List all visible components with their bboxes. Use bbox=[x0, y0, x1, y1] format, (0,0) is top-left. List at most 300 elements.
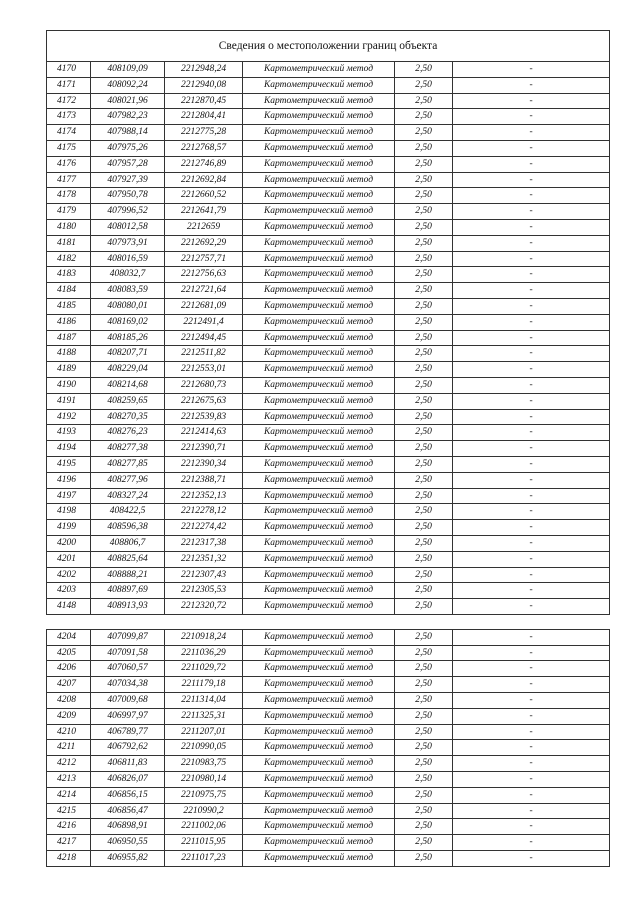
point-number: 4214 bbox=[47, 787, 91, 803]
coordinate-y: 2212721,64 bbox=[165, 283, 243, 299]
coordinate-x: 408327,24 bbox=[91, 488, 165, 504]
precision: 2,50 bbox=[395, 599, 453, 615]
description: - bbox=[453, 235, 610, 251]
precision: 2,50 bbox=[395, 535, 453, 551]
method: Картометрический метод bbox=[243, 204, 395, 220]
precision: 2,50 bbox=[395, 140, 453, 156]
description: - bbox=[453, 251, 610, 267]
table-row bbox=[47, 93, 610, 109]
coordinate-x: 408806,7 bbox=[91, 535, 165, 551]
coordinate-x: 408214,68 bbox=[91, 377, 165, 393]
point-number: 4209 bbox=[47, 708, 91, 724]
coordinate-y: 2212692,84 bbox=[165, 172, 243, 188]
method: Картометрический метод bbox=[243, 156, 395, 172]
table-row bbox=[47, 156, 610, 172]
coordinate-x: 408277,85 bbox=[91, 456, 165, 472]
precision: 2,50 bbox=[395, 740, 453, 756]
point-number: 4199 bbox=[47, 520, 91, 536]
precision: 2,50 bbox=[395, 298, 453, 314]
precision: 2,50 bbox=[395, 772, 453, 788]
coordinate-x: 408083,59 bbox=[91, 283, 165, 299]
point-number: 4189 bbox=[47, 362, 91, 378]
method: Картометрический метод bbox=[243, 235, 395, 251]
method: Картометрический метод bbox=[243, 851, 395, 867]
coordinate-x: 408277,38 bbox=[91, 441, 165, 457]
table-row bbox=[47, 661, 610, 677]
boundary-coordinates-table bbox=[46, 30, 610, 867]
table-row bbox=[47, 724, 610, 740]
description: - bbox=[453, 787, 610, 803]
description: - bbox=[453, 283, 610, 299]
precision: 2,50 bbox=[395, 93, 453, 109]
coordinate-y: 2210990,05 bbox=[165, 740, 243, 756]
precision: 2,50 bbox=[395, 661, 453, 677]
description: - bbox=[453, 851, 610, 867]
coordinate-y: 2211017,23 bbox=[165, 851, 243, 867]
point-number: 4194 bbox=[47, 441, 91, 457]
coordinate-y: 2211036,29 bbox=[165, 645, 243, 661]
coordinate-y: 2212539,83 bbox=[165, 409, 243, 425]
precision: 2,50 bbox=[395, 219, 453, 235]
coordinate-y: 2212948,24 bbox=[165, 62, 243, 78]
point-number: 4211 bbox=[47, 740, 91, 756]
description: - bbox=[453, 377, 610, 393]
precision: 2,50 bbox=[395, 283, 453, 299]
description: - bbox=[453, 93, 610, 109]
method: Картометрический метод bbox=[243, 456, 395, 472]
coordinate-x: 408825,64 bbox=[91, 551, 165, 567]
coordinate-x: 406898,91 bbox=[91, 819, 165, 835]
coordinate-y: 2212757,71 bbox=[165, 251, 243, 267]
point-number: 4174 bbox=[47, 125, 91, 141]
coordinate-x: 408185,26 bbox=[91, 330, 165, 346]
coordinate-x: 407927,39 bbox=[91, 172, 165, 188]
point-number: 4201 bbox=[47, 551, 91, 567]
point-number: 4176 bbox=[47, 156, 91, 172]
method: Картометрический метод bbox=[243, 172, 395, 188]
method: Картометрический метод bbox=[243, 314, 395, 330]
precision: 2,50 bbox=[395, 724, 453, 740]
precision: 2,50 bbox=[395, 835, 453, 851]
precision: 2,50 bbox=[395, 346, 453, 362]
precision: 2,50 bbox=[395, 567, 453, 583]
coordinate-x: 407975,26 bbox=[91, 140, 165, 156]
point-number: 4213 bbox=[47, 772, 91, 788]
coordinate-y: 2211015,95 bbox=[165, 835, 243, 851]
coordinate-x: 407996,52 bbox=[91, 204, 165, 220]
description: - bbox=[453, 567, 610, 583]
table-title: Сведения о местоположении границ объекта bbox=[47, 31, 610, 62]
method: Картометрический метод bbox=[243, 62, 395, 78]
method: Картометрический метод bbox=[243, 803, 395, 819]
coordinate-y: 2211029,72 bbox=[165, 661, 243, 677]
precision: 2,50 bbox=[395, 645, 453, 661]
method: Картометрический метод bbox=[243, 772, 395, 788]
method: Картометрический метод bbox=[243, 77, 395, 93]
coordinate-y: 2212320,72 bbox=[165, 599, 243, 615]
table-row bbox=[47, 803, 610, 819]
method: Картометрический метод bbox=[243, 188, 395, 204]
description: - bbox=[453, 551, 610, 567]
precision: 2,50 bbox=[395, 441, 453, 457]
precision: 2,50 bbox=[395, 708, 453, 724]
point-number: 4210 bbox=[47, 724, 91, 740]
table-row bbox=[47, 472, 610, 488]
table-row bbox=[47, 835, 610, 851]
coordinate-x: 408888,21 bbox=[91, 567, 165, 583]
description: - bbox=[453, 583, 610, 599]
coordinate-x: 408012,58 bbox=[91, 219, 165, 235]
description: - bbox=[453, 772, 610, 788]
description: - bbox=[453, 520, 610, 536]
method: Картометрический метод bbox=[243, 583, 395, 599]
table-row bbox=[47, 283, 610, 299]
coordinate-x: 406789,77 bbox=[91, 724, 165, 740]
coordinate-y: 2212388,71 bbox=[165, 472, 243, 488]
description: - bbox=[453, 156, 610, 172]
point-number: 4175 bbox=[47, 140, 91, 156]
coordinate-x: 408277,96 bbox=[91, 472, 165, 488]
point-number: 4182 bbox=[47, 251, 91, 267]
point-number: 4208 bbox=[47, 693, 91, 709]
coordinate-y: 2212305,53 bbox=[165, 583, 243, 599]
point-number: 4212 bbox=[47, 756, 91, 772]
description: - bbox=[453, 819, 610, 835]
point-number: 4192 bbox=[47, 409, 91, 425]
description: - bbox=[453, 456, 610, 472]
point-number: 4183 bbox=[47, 267, 91, 283]
table-row bbox=[47, 740, 610, 756]
table-row bbox=[47, 346, 610, 362]
method: Картометрический метод bbox=[243, 140, 395, 156]
table-row bbox=[47, 77, 610, 93]
coordinate-y: 2212692,29 bbox=[165, 235, 243, 251]
description: - bbox=[453, 488, 610, 504]
coordinate-y: 2212491,4 bbox=[165, 314, 243, 330]
document-page bbox=[46, 30, 609, 867]
precision: 2,50 bbox=[395, 204, 453, 220]
precision: 2,50 bbox=[395, 109, 453, 125]
point-number: 4196 bbox=[47, 472, 91, 488]
method: Картометрический метод bbox=[243, 472, 395, 488]
point-number: 4204 bbox=[47, 629, 91, 645]
coordinate-y: 2212775,28 bbox=[165, 125, 243, 141]
precision: 2,50 bbox=[395, 77, 453, 93]
point-number: 4207 bbox=[47, 677, 91, 693]
method: Картометрический метод bbox=[243, 599, 395, 615]
coordinate-y: 2212804,41 bbox=[165, 109, 243, 125]
point-number: 4197 bbox=[47, 488, 91, 504]
description: - bbox=[453, 172, 610, 188]
point-number: 4172 bbox=[47, 93, 91, 109]
table-row bbox=[47, 330, 610, 346]
method: Картометрический метод bbox=[243, 267, 395, 283]
table-row bbox=[47, 504, 610, 520]
coordinate-y: 2212675,63 bbox=[165, 393, 243, 409]
separator-cell bbox=[47, 614, 610, 629]
table-body bbox=[47, 31, 610, 867]
method: Картометрический метод bbox=[243, 629, 395, 645]
precision: 2,50 bbox=[395, 409, 453, 425]
precision: 2,50 bbox=[395, 456, 453, 472]
description: - bbox=[453, 219, 610, 235]
coordinate-x: 408021,96 bbox=[91, 93, 165, 109]
precision: 2,50 bbox=[395, 488, 453, 504]
point-number: 4171 bbox=[47, 77, 91, 93]
coordinate-x: 406811,83 bbox=[91, 756, 165, 772]
method: Картометрический метод bbox=[243, 298, 395, 314]
description: - bbox=[453, 267, 610, 283]
point-number: 4185 bbox=[47, 298, 91, 314]
coordinate-x: 406955,82 bbox=[91, 851, 165, 867]
method: Картометрический метод bbox=[243, 346, 395, 362]
table-row bbox=[47, 456, 610, 472]
coordinate-y: 2212641,79 bbox=[165, 204, 243, 220]
coordinate-y: 2212681,09 bbox=[165, 298, 243, 314]
coordinate-y: 2212494,45 bbox=[165, 330, 243, 346]
precision: 2,50 bbox=[395, 172, 453, 188]
coordinate-x: 408109,09 bbox=[91, 62, 165, 78]
coordinate-x: 407988,14 bbox=[91, 125, 165, 141]
point-number: 4180 bbox=[47, 219, 91, 235]
description: - bbox=[453, 362, 610, 378]
precision: 2,50 bbox=[395, 851, 453, 867]
coordinate-y: 2211314,04 bbox=[165, 693, 243, 709]
point-number: 4170 bbox=[47, 62, 91, 78]
coordinate-y: 2212870,45 bbox=[165, 93, 243, 109]
precision: 2,50 bbox=[395, 156, 453, 172]
precision: 2,50 bbox=[395, 693, 453, 709]
point-number: 4203 bbox=[47, 583, 91, 599]
precision: 2,50 bbox=[395, 677, 453, 693]
coordinate-y: 2212390,34 bbox=[165, 456, 243, 472]
coordinate-y: 2210983,75 bbox=[165, 756, 243, 772]
method: Картометрический метод bbox=[243, 251, 395, 267]
coordinate-y: 2212940,08 bbox=[165, 77, 243, 93]
point-number: 4195 bbox=[47, 456, 91, 472]
method: Картометрический метод bbox=[243, 488, 395, 504]
method: Картометрический метод bbox=[243, 393, 395, 409]
precision: 2,50 bbox=[395, 504, 453, 520]
coordinate-y: 2212680,73 bbox=[165, 377, 243, 393]
coordinate-x: 406792,62 bbox=[91, 740, 165, 756]
table-row bbox=[47, 693, 610, 709]
point-number: 4186 bbox=[47, 314, 91, 330]
precision: 2,50 bbox=[395, 787, 453, 803]
description: - bbox=[453, 441, 610, 457]
description: - bbox=[453, 803, 610, 819]
coordinate-y: 2212768,57 bbox=[165, 140, 243, 156]
description: - bbox=[453, 346, 610, 362]
table-row bbox=[47, 204, 610, 220]
method: Картометрический метод bbox=[243, 551, 395, 567]
point-number: 4184 bbox=[47, 283, 91, 299]
table-row bbox=[47, 677, 610, 693]
table-row bbox=[47, 520, 610, 536]
coordinate-x: 408032,7 bbox=[91, 267, 165, 283]
table-row bbox=[47, 377, 610, 393]
coordinate-x: 408259,65 bbox=[91, 393, 165, 409]
table-row bbox=[47, 125, 610, 141]
precision: 2,50 bbox=[395, 819, 453, 835]
method: Картометрический метод bbox=[243, 377, 395, 393]
coordinate-y: 2210990,2 bbox=[165, 803, 243, 819]
coordinate-x: 407973,91 bbox=[91, 235, 165, 251]
coordinate-y: 2212317,38 bbox=[165, 535, 243, 551]
point-number: 4191 bbox=[47, 393, 91, 409]
coordinate-x: 406856,15 bbox=[91, 787, 165, 803]
description: - bbox=[453, 677, 610, 693]
coordinate-y: 2212390,71 bbox=[165, 441, 243, 457]
method: Картометрический метод bbox=[243, 835, 395, 851]
precision: 2,50 bbox=[395, 377, 453, 393]
coordinate-y: 2210918,24 bbox=[165, 629, 243, 645]
point-number: 4205 bbox=[47, 645, 91, 661]
precision: 2,50 bbox=[395, 62, 453, 78]
description: - bbox=[453, 645, 610, 661]
precision: 2,50 bbox=[395, 235, 453, 251]
table-row bbox=[47, 314, 610, 330]
precision: 2,50 bbox=[395, 267, 453, 283]
precision: 2,50 bbox=[395, 472, 453, 488]
description: - bbox=[453, 708, 610, 724]
method: Картометрический метод bbox=[243, 724, 395, 740]
table-row bbox=[47, 819, 610, 835]
description: - bbox=[453, 140, 610, 156]
description: - bbox=[453, 314, 610, 330]
table-row bbox=[47, 599, 610, 615]
coordinate-x: 408092,24 bbox=[91, 77, 165, 93]
coordinate-x: 406856,47 bbox=[91, 803, 165, 819]
point-number: 4188 bbox=[47, 346, 91, 362]
coordinate-x: 408207,71 bbox=[91, 346, 165, 362]
table-row bbox=[47, 535, 610, 551]
method: Картометрический метод bbox=[243, 219, 395, 235]
description: - bbox=[453, 661, 610, 677]
coordinate-x: 406950,55 bbox=[91, 835, 165, 851]
coordinate-x: 408169,02 bbox=[91, 314, 165, 330]
point-number: 4187 bbox=[47, 330, 91, 346]
description: - bbox=[453, 535, 610, 551]
point-number: 4217 bbox=[47, 835, 91, 851]
coordinate-y: 2211325,31 bbox=[165, 708, 243, 724]
description: - bbox=[453, 835, 610, 851]
point-number: 4179 bbox=[47, 204, 91, 220]
point-number: 4148 bbox=[47, 599, 91, 615]
coordinate-x: 406997,97 bbox=[91, 708, 165, 724]
coordinate-y: 2212659 bbox=[165, 219, 243, 235]
point-number: 4193 bbox=[47, 425, 91, 441]
table-row bbox=[47, 551, 610, 567]
point-number: 4200 bbox=[47, 535, 91, 551]
method: Картометрический метод bbox=[243, 520, 395, 536]
description: - bbox=[453, 599, 610, 615]
description: - bbox=[453, 109, 610, 125]
method: Картометрический метод bbox=[243, 441, 395, 457]
coordinate-y: 2210980,14 bbox=[165, 772, 243, 788]
method: Картометрический метод bbox=[243, 109, 395, 125]
precision: 2,50 bbox=[395, 314, 453, 330]
description: - bbox=[453, 77, 610, 93]
table-row bbox=[47, 851, 610, 867]
method: Картометрический метод bbox=[243, 677, 395, 693]
coordinate-y: 2212511,82 bbox=[165, 346, 243, 362]
table-row bbox=[47, 645, 610, 661]
point-number: 4178 bbox=[47, 188, 91, 204]
coordinate-x: 408913,93 bbox=[91, 599, 165, 615]
method: Картометрический метод bbox=[243, 661, 395, 677]
table-row bbox=[47, 219, 610, 235]
table-row bbox=[47, 109, 610, 125]
method: Картометрический метод bbox=[243, 362, 395, 378]
table-row bbox=[47, 140, 610, 156]
precision: 2,50 bbox=[395, 756, 453, 772]
description: - bbox=[453, 629, 610, 645]
coordinate-x: 408422,5 bbox=[91, 504, 165, 520]
method: Картометрический метод bbox=[243, 819, 395, 835]
coordinate-x: 407009,68 bbox=[91, 693, 165, 709]
coordinate-x: 407982,23 bbox=[91, 109, 165, 125]
method: Картометрический метод bbox=[243, 787, 395, 803]
coordinate-y: 2212553,01 bbox=[165, 362, 243, 378]
description: - bbox=[453, 425, 610, 441]
table-row bbox=[47, 629, 610, 645]
coordinate-y: 2212351,32 bbox=[165, 551, 243, 567]
point-number: 4216 bbox=[47, 819, 91, 835]
description: - bbox=[453, 188, 610, 204]
method: Картометрический метод bbox=[243, 425, 395, 441]
table-row bbox=[47, 409, 610, 425]
table-row bbox=[47, 708, 610, 724]
method: Картометрический метод bbox=[243, 756, 395, 772]
table-title-row bbox=[47, 31, 610, 62]
point-number: 4218 bbox=[47, 851, 91, 867]
precision: 2,50 bbox=[395, 551, 453, 567]
coordinate-y: 2212756,63 bbox=[165, 267, 243, 283]
precision: 2,50 bbox=[395, 362, 453, 378]
description: - bbox=[453, 330, 610, 346]
method: Картометрический метод bbox=[243, 740, 395, 756]
group-separator bbox=[47, 614, 610, 629]
coordinate-x: 408016,59 bbox=[91, 251, 165, 267]
description: - bbox=[453, 740, 610, 756]
table-row bbox=[47, 235, 610, 251]
description: - bbox=[453, 756, 610, 772]
description: - bbox=[453, 724, 610, 740]
point-number: 4181 bbox=[47, 235, 91, 251]
coordinate-y: 2212274,42 bbox=[165, 520, 243, 536]
coordinate-x: 407099,87 bbox=[91, 629, 165, 645]
precision: 2,50 bbox=[395, 803, 453, 819]
precision: 2,50 bbox=[395, 251, 453, 267]
coordinate-x: 408080,01 bbox=[91, 298, 165, 314]
precision: 2,50 bbox=[395, 125, 453, 141]
description: - bbox=[453, 62, 610, 78]
method: Картометрический метод bbox=[243, 708, 395, 724]
coordinate-y: 2211002,06 bbox=[165, 819, 243, 835]
coordinate-x: 406826,07 bbox=[91, 772, 165, 788]
coordinate-x: 407034,38 bbox=[91, 677, 165, 693]
description: - bbox=[453, 125, 610, 141]
table-row bbox=[47, 567, 610, 583]
table-row bbox=[47, 172, 610, 188]
coordinate-y: 2212278,12 bbox=[165, 504, 243, 520]
method: Картометрический метод bbox=[243, 504, 395, 520]
precision: 2,50 bbox=[395, 520, 453, 536]
table-row bbox=[47, 393, 610, 409]
coordinate-x: 407950,78 bbox=[91, 188, 165, 204]
table-row bbox=[47, 267, 610, 283]
